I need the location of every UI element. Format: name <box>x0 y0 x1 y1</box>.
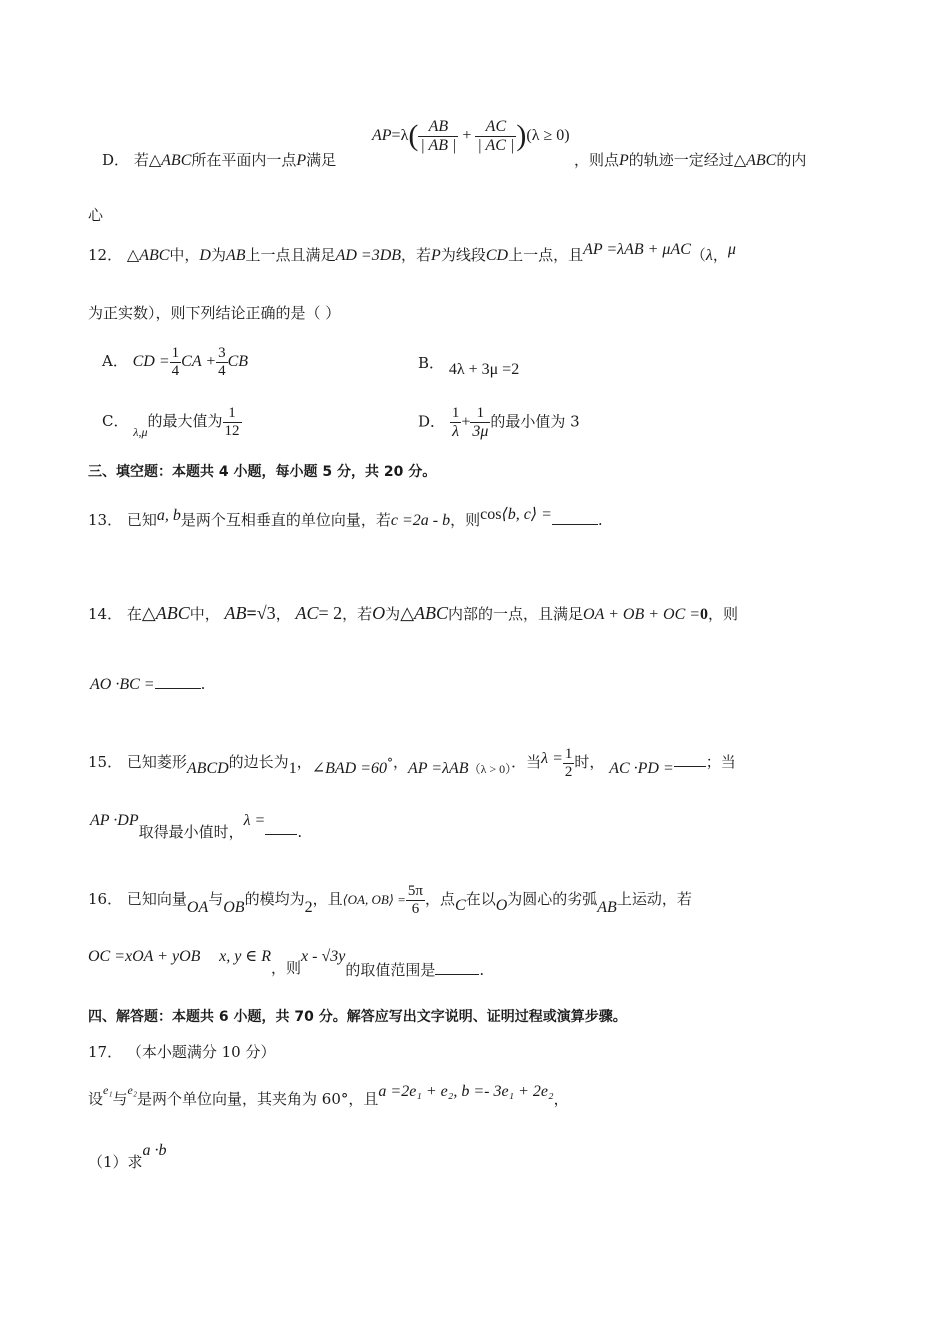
text: 所在平面内一点 <box>191 151 297 169</box>
math: P <box>431 247 441 264</box>
math: OA <box>186 899 209 916</box>
math: OA + OB + OC = <box>583 606 701 623</box>
text: 为圆心的劣弧 <box>507 890 598 908</box>
text: 上一点，且 <box>508 246 584 264</box>
text: 是两个单位向量，其夹角为 60°，且 <box>137 1090 379 1108</box>
text: ， <box>296 753 312 771</box>
answer-blank[interactable] <box>435 960 479 975</box>
plus: + <box>461 413 471 431</box>
text: （1）求 <box>88 1153 143 1171</box>
fraction-numerator: 3 <box>218 345 226 361</box>
q16 <box>88 883 692 917</box>
answer-blank[interactable] <box>674 756 706 767</box>
math: λ,μ <box>133 425 148 439</box>
question-number: 16． <box>88 890 123 908</box>
fraction-denominator: 6 <box>411 900 420 917</box>
math: (λ ≥ 0) <box>526 127 570 145</box>
paren: ( <box>408 119 419 153</box>
q15-line2 <box>90 810 303 841</box>
math: AC ·PD = <box>609 760 674 777</box>
triangle-symbol: △ <box>400 603 415 623</box>
math: CB <box>227 353 249 370</box>
text: 与 <box>208 890 224 908</box>
answer-blank[interactable] <box>552 510 598 525</box>
triangle-symbol: △ <box>733 152 747 169</box>
text: ，若 <box>342 605 373 623</box>
text: 满足 <box>306 151 337 169</box>
q11-option-d-formula <box>372 118 570 154</box>
text: 已知菱形 <box>126 753 187 771</box>
math: AB <box>226 247 246 264</box>
text: 上一点且满足 <box>245 246 336 264</box>
math: ABC <box>746 152 777 169</box>
fraction-denominator: 4 <box>171 362 180 379</box>
text: 是两个互相垂直的单位向量，若 <box>180 511 391 529</box>
fraction <box>563 746 575 780</box>
fraction-denominator: 3μ <box>472 422 489 440</box>
fraction <box>170 345 182 379</box>
math: ∠BAD =60 <box>311 760 388 777</box>
math: c =2a - b <box>390 512 451 529</box>
math: = 2 <box>318 603 343 623</box>
text: ，则点 <box>574 151 620 169</box>
option-label: D． <box>102 151 130 169</box>
text: 为 <box>210 246 226 264</box>
math: a ·b <box>142 1142 167 1159</box>
math: AP =λAB + μAC <box>583 241 691 258</box>
math: λ = <box>243 812 266 829</box>
text: 的轨迹一定经过 <box>628 151 734 169</box>
math: D <box>199 247 211 264</box>
math: ABC <box>155 603 190 623</box>
text: ，若 <box>401 246 432 264</box>
fraction <box>216 345 228 379</box>
math: x, y ∈ R <box>219 948 271 965</box>
text: 上运动，若 <box>616 890 692 908</box>
math: e₂ <box>127 1083 138 1097</box>
math: AO ·BC = <box>90 676 155 693</box>
plus: + <box>458 127 476 145</box>
math: AB <box>597 899 617 916</box>
math: AC <box>295 603 319 623</box>
triangle-symbol: △ <box>148 152 162 169</box>
fraction-denominator: 2 <box>564 763 573 780</box>
math: AD =3DB <box>335 247 402 264</box>
text: . <box>597 511 603 529</box>
math: λ <box>705 247 713 264</box>
fraction-denominator: | AC | <box>477 136 515 154</box>
text: 的内 <box>776 151 807 169</box>
fraction-denominator: 12 <box>224 422 240 439</box>
fraction-numerator: 1 <box>223 405 242 423</box>
math: cos <box>480 506 502 523</box>
fraction-numerator: 1 <box>451 405 460 421</box>
fraction <box>418 118 458 154</box>
text: 已知向量 <box>126 890 187 908</box>
math: a =2e₁ + e₂, b =- 3e₁ + 2e₂ <box>378 1083 554 1100</box>
fraction-denominator: 4 <box>218 362 226 379</box>
section-4-title: 四、解答题：本题共 6 小题，共 70 分。解答应写出文字说明、证明过程或演算步骤。 <box>88 1009 627 1025</box>
text: ，点 <box>425 890 456 908</box>
text: 在以 <box>465 890 496 908</box>
q14 <box>88 604 738 623</box>
fraction <box>475 118 516 154</box>
math: ABC <box>139 247 170 264</box>
math: AP =λAB <box>408 760 469 777</box>
triangle-symbol: △ <box>141 603 156 623</box>
answer-blank[interactable] <box>155 674 201 689</box>
question-number: 13． <box>88 511 123 529</box>
text: 中， <box>189 605 220 623</box>
math: a, b <box>156 507 181 524</box>
fraction <box>223 405 242 439</box>
text: ．当 <box>511 753 542 771</box>
text: 为正实数），则下列结论正确的是（ ） <box>88 304 341 322</box>
math: 2 <box>304 899 313 916</box>
text: ，且 <box>312 890 343 908</box>
text: ，则 <box>708 605 739 623</box>
text: . <box>200 675 206 693</box>
text: 为 <box>385 605 401 623</box>
question-number: 17． <box>88 1043 123 1061</box>
q17-header <box>88 1045 276 1060</box>
q11-option-d-line1-tail <box>574 153 806 169</box>
math: P <box>296 152 307 169</box>
option-label: D． <box>418 412 446 431</box>
triangle-symbol: △ <box>126 247 140 264</box>
math: x - √3y <box>301 948 346 965</box>
math: CD <box>485 247 509 264</box>
fraction-denominator: λ <box>452 422 460 440</box>
math: O <box>372 603 386 623</box>
fraction-numerator: 5π <box>407 883 423 899</box>
text: 中， <box>169 246 200 264</box>
math: CD = <box>132 353 170 370</box>
q17-part1 <box>88 1142 167 1171</box>
fraction-denominator: | AB | <box>420 136 457 154</box>
math: P <box>619 152 629 169</box>
text: . <box>479 961 485 979</box>
text: 的模均为 <box>244 890 305 908</box>
math: AB <box>224 603 247 623</box>
math: ABC <box>414 603 449 623</box>
fraction <box>470 405 490 440</box>
math: ° <box>387 756 394 770</box>
fraction-numerator: AB <box>418 118 458 137</box>
math: =λ <box>391 127 409 145</box>
q14-line2 <box>90 674 205 693</box>
math: ABCD <box>186 760 229 777</box>
q12-option-d <box>418 405 580 440</box>
q16-line2 <box>88 946 485 979</box>
fraction <box>406 883 425 917</box>
fraction-numerator: 1 <box>564 746 573 762</box>
text: 的边长为 <box>228 753 289 771</box>
math: = <box>246 603 257 623</box>
text: 心 <box>88 206 104 224</box>
math: e₁ <box>103 1083 113 1097</box>
math: AP ·DP <box>90 812 139 829</box>
text: （ <box>690 246 706 264</box>
text: 取得最小值时， <box>138 823 244 841</box>
text: ， <box>393 753 409 771</box>
q11-option-d-line1 <box>102 153 336 169</box>
math: 4λ + 3μ =2 <box>448 361 520 378</box>
q11-option-d-line2 <box>88 208 103 223</box>
math: AP <box>372 127 392 145</box>
question-number: 12． <box>88 246 123 264</box>
text: ，则 <box>271 959 302 977</box>
math: 0 <box>700 606 709 623</box>
question-number: 15． <box>88 753 123 771</box>
q12-option-a <box>102 345 248 379</box>
text: 的最大值为 <box>147 412 223 430</box>
section-3-title: 三、填空题：本题共 4 小题，每小题 5 分，共 20 分。 <box>88 464 437 480</box>
text: 已知 <box>126 511 157 529</box>
text: 的取值范围是 <box>345 961 436 979</box>
text: ， <box>275 605 291 623</box>
text: ，则 <box>450 511 481 529</box>
answer-blank[interactable] <box>265 820 297 835</box>
option-label: B． <box>418 354 445 372</box>
math: μ <box>727 241 736 258</box>
text: （本小题满分 10 分） <box>126 1043 276 1061</box>
math: OC =xOA + yOB <box>88 948 201 965</box>
paren: ) <box>516 119 527 153</box>
text: . <box>297 823 303 841</box>
fraction <box>450 405 462 440</box>
math: C <box>455 897 466 914</box>
q13 <box>88 506 603 529</box>
text: 与 <box>112 1090 128 1108</box>
option-label: A． <box>102 352 128 370</box>
text: ；当 <box>705 753 736 771</box>
text: 设 <box>88 1090 104 1108</box>
q17-stem <box>88 1083 569 1108</box>
math: ABC <box>161 152 192 169</box>
question-number: 14． <box>88 605 123 623</box>
q12-option-b <box>418 354 520 378</box>
text: 内部的一点，且满足 <box>448 605 584 623</box>
q12-stem <box>88 241 736 264</box>
fraction-numerator: 1 <box>470 405 490 423</box>
text: 在 <box>126 605 142 623</box>
math: O <box>495 897 508 914</box>
fraction-numerator: AC <box>475 118 516 137</box>
q15 <box>88 746 736 780</box>
text: 时， <box>574 753 605 771</box>
text: 为线段 <box>440 246 486 264</box>
text: ， <box>712 246 728 264</box>
math: CA + <box>181 353 217 370</box>
q12-stem-line2 <box>88 306 340 321</box>
text: 若 <box>133 151 149 169</box>
math: （λ > 0） <box>468 762 512 776</box>
option-label: C． <box>102 412 129 430</box>
math: ⟨b, c⟩ = <box>501 506 552 523</box>
math: ⟨OA, OB⟩ = <box>342 892 406 907</box>
text: 的最小值为 3 <box>490 412 580 431</box>
text: ， <box>553 1090 569 1108</box>
math: √3 <box>256 603 276 623</box>
math: 1 <box>288 760 297 777</box>
q12-option-c <box>102 405 242 439</box>
math: λ = <box>541 750 563 767</box>
fraction-numerator: 1 <box>171 345 180 361</box>
math: OB <box>223 899 245 916</box>
